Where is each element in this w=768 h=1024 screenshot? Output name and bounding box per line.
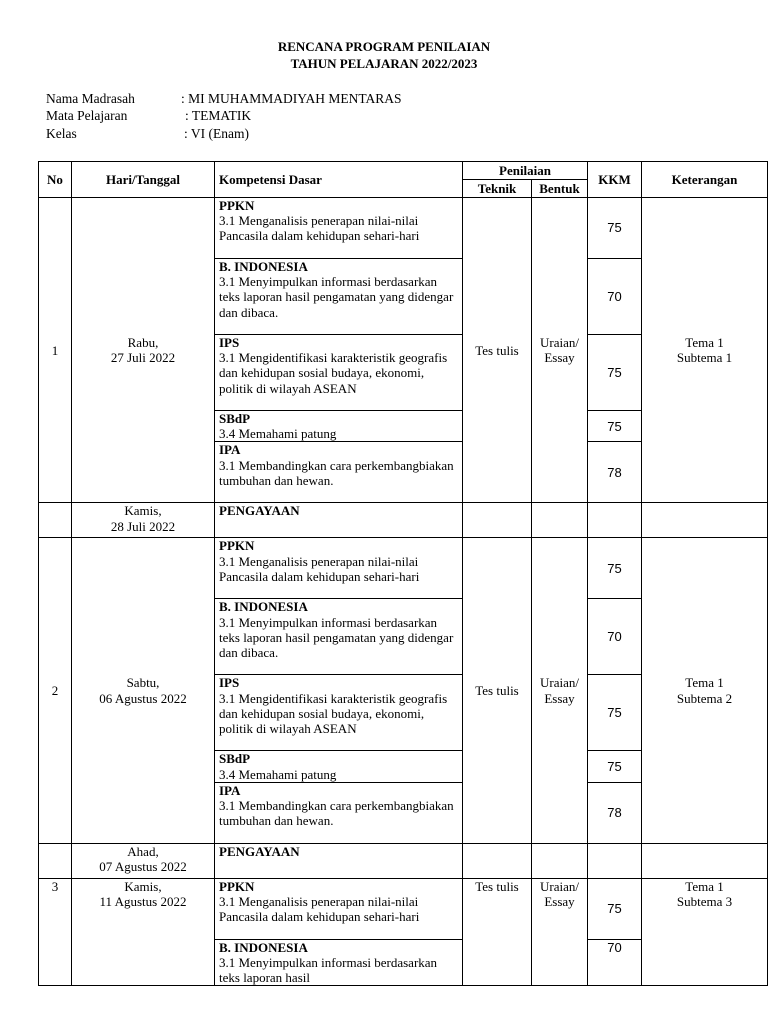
row-keterangan (642, 878, 768, 986)
row-bentuk: Uraian/ Essay (532, 198, 588, 503)
kd-cell (215, 259, 463, 335)
keterangan-tema: Tema 1 (685, 878, 724, 894)
kkm-value: 75 (588, 675, 642, 751)
keterangan-subtema: Subtema 3 (676, 894, 733, 910)
kd-subject: PPKN (219, 538, 255, 554)
kd-cell (215, 782, 463, 843)
row-date-value: 11 Agustus 2022 (99, 894, 187, 910)
pengayaan-day: Ahad, (127, 843, 159, 859)
kd-cell (215, 751, 463, 782)
row-date (72, 198, 215, 503)
row-date (72, 878, 215, 986)
row-day: Rabu, (127, 335, 159, 350)
assessment-table (38, 161, 768, 986)
kd-subject: IPS (219, 335, 240, 350)
header-keterangan: Keterangan (642, 162, 768, 198)
info-value-kelas: : VI (Enam) (184, 126, 249, 141)
kd-subject: IPS (219, 675, 240, 691)
row-keterangan (642, 538, 768, 843)
kkm-value: 75 (588, 751, 642, 782)
kkm-value: 78 (588, 782, 642, 843)
header-kd: Kompetensi Dasar (215, 162, 463, 198)
row-no: 1 (39, 198, 72, 503)
kd-cell (215, 538, 463, 599)
kd-cell (215, 599, 463, 675)
header-bentuk: Bentuk (532, 180, 588, 198)
table-row (39, 878, 768, 939)
kd-subject: SBdP (219, 411, 251, 426)
header-teknik: Teknik (463, 180, 532, 198)
table-row-pengayaan (39, 503, 768, 538)
document-subtitle: TAHUN PELAJARAN 2022/2023 (290, 56, 478, 71)
kd-text: 3.1 Membandingkan cara perkembangbiakan tumbuhan dan hewan. (219, 798, 454, 829)
kkm-value: 78 (588, 442, 642, 503)
kd-subject: IPA (219, 442, 241, 458)
table-row-pengayaan (39, 843, 768, 878)
row-bentuk: Uraian/ Essay (532, 538, 588, 843)
kkm-value: 75 (588, 878, 642, 939)
table-row (39, 198, 768, 259)
kd-text: 3.4 Memahami patung (219, 426, 337, 442)
kd-text: 3.1 Menganalisis penerapan nilai-nilai Pancasila dalam kehidupan sehari-hari (219, 553, 420, 584)
row-day: Kamis, (124, 878, 162, 894)
kd-text: 3.1 Membandingkan cara perkembangbiakan tumbuhan dan hewan. (219, 457, 454, 488)
kd-text: 3.4 Memahami patung (219, 766, 337, 782)
kd-text: 3.1 Mengidentifikasi karakteristik geografis dan kehidupan sosial budaya, ekonomi, politik di wilayah ASEAN (219, 690, 448, 737)
kd-subject: B. INDONESIA (219, 259, 308, 274)
keterangan-tema: Tema 1 (685, 675, 724, 691)
kd-text: 3.1 Menyimpulkan informasi berdasarkan teks laporan hasil pengamatan yang didengar dan dibaca. (219, 614, 454, 661)
header-kkm: KKM (588, 162, 642, 198)
row-teknik: Tes tulis (463, 198, 532, 503)
row-keterangan (642, 198, 768, 503)
kd-cell (215, 198, 463, 259)
row-no: 3 (39, 878, 72, 986)
pengayaan-day: Kamis, (124, 503, 162, 519)
kd-cell (215, 411, 463, 442)
row-teknik: Tes tulis (463, 538, 532, 843)
kd-subject: PPKN (219, 198, 255, 213)
header-no: No (39, 162, 72, 198)
kd-cell (215, 878, 463, 939)
kd-subject: PPKN (219, 878, 255, 894)
kd-text: 3.1 Menganalisis penerapan nilai-nilai Pancasila dalam kehidupan sehari-hari (219, 213, 420, 244)
kd-subject: SBdP (219, 751, 251, 767)
kd-subject: B. INDONESIA (219, 939, 308, 955)
table-header-row (39, 162, 768, 180)
kkm-value: 70 (588, 939, 642, 986)
kkm-value: 75 (588, 411, 642, 442)
kd-cell (215, 442, 463, 503)
kd-text: 3.1 Mengidentifikasi karakteristik geografis dan kehidupan sosial budaya, ekonomi, politik di wilayah ASEAN (219, 350, 448, 396)
kkm-value: 75 (588, 538, 642, 599)
pengayaan-date (72, 843, 215, 878)
kd-cell (215, 939, 463, 986)
pengayaan-date (72, 503, 215, 538)
row-no: 2 (39, 538, 72, 843)
row-day: Sabtu, (126, 675, 160, 691)
row-date (72, 538, 215, 843)
row-bentuk: Uraian/ Essay (532, 878, 588, 986)
pengayaan-label: PENGAYAAN (215, 503, 463, 538)
info-label-kelas: Kelas (46, 126, 77, 141)
table-row (39, 538, 768, 599)
pengayaan-date-value: 07 Agustus 2022 (99, 859, 187, 875)
row-teknik: Tes tulis (463, 878, 532, 986)
pengayaan-label: PENGAYAAN (215, 843, 463, 878)
document-title: RENCANA PROGRAM PENILAIAN (277, 39, 491, 54)
info-value-madrasah: : MI MUHAMMADIYAH MENTARAS (181, 91, 402, 106)
header-date: Hari/Tanggal (72, 162, 215, 198)
kkm-value: 70 (588, 599, 642, 675)
kkm-value: 75 (588, 198, 642, 259)
info-label-mapel: Mata Pelajaran (46, 108, 128, 123)
kd-text: 3.1 Menyimpulkan informasi berdasarkan teks laporan hasil (219, 955, 438, 986)
kd-subject: IPA (219, 782, 241, 798)
header-penilaian: Penilaian (463, 162, 588, 180)
row-date-value: 06 Agustus 2022 (99, 690, 187, 706)
kd-cell (215, 335, 463, 411)
info-value-mapel: : TEMATIK (185, 108, 252, 123)
keterangan-tema: Tema 1 (685, 335, 724, 350)
keterangan-subtema: Subtema 2 (676, 690, 733, 706)
kd-text: 3.1 Menyimpulkan informasi berdasarkan teks laporan hasil pengamatan yang didengar dan dibaca. (219, 274, 454, 320)
row-date-value: 27 Juli 2022 (110, 350, 176, 366)
keterangan-subtema: Subtema 1 (676, 350, 733, 366)
kkm-value: 70 (588, 259, 642, 335)
pengayaan-date-value: 28 Juli 2022 (110, 518, 176, 534)
kkm-value: 75 (588, 335, 642, 411)
info-label-madrasah: Nama Madrasah (46, 91, 135, 106)
kd-cell (215, 675, 463, 751)
kd-subject: B. INDONESIA (219, 599, 308, 615)
kd-text: 3.1 Menganalisis penerapan nilai-nilai Pancasila dalam kehidupan sehari-hari (219, 894, 420, 925)
